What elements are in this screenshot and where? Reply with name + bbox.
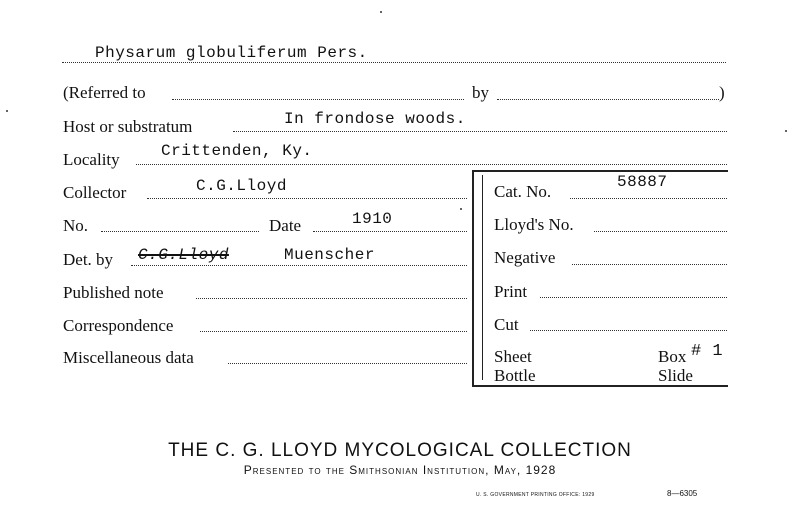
lloyds-no-label: Lloyd's No. [494, 215, 574, 234]
box-label: Box [658, 347, 687, 366]
number-line [101, 231, 259, 232]
det-by-struck-value: C.G.Lloyd [138, 246, 229, 264]
lloyds-no-line [594, 231, 727, 232]
det-by-line [131, 265, 467, 266]
locality-line [136, 164, 727, 165]
published-note-label: Published note [63, 283, 164, 302]
cut-label: Cut [494, 315, 519, 334]
speck [6, 110, 8, 112]
locality-value: Crittenden, Ky. [161, 142, 313, 160]
referred-to-label: (Referred to [63, 83, 146, 102]
host-value: In frondose woods. [284, 110, 466, 128]
date-label: Date [269, 216, 302, 235]
specimen-name-line [62, 62, 726, 63]
slide-label: Slide [658, 366, 693, 385]
det-by-label: Det. by [63, 250, 114, 269]
collector-label: Collector [63, 183, 127, 202]
referred-by-line [497, 99, 719, 100]
box-value: # 1 [691, 342, 724, 361]
referred-by-label: by [472, 83, 489, 102]
host-line [233, 131, 727, 132]
collection-title: THE C. G. LLOYD MYCOLOGICAL COLLECTION [168, 440, 632, 461]
negative-line [572, 264, 727, 265]
cat-no-line [570, 198, 727, 199]
speck [460, 208, 462, 210]
sheet-label: Sheet [494, 347, 532, 366]
collector-value: C.G.Lloyd [196, 177, 287, 195]
cat-no-value: 58887 [617, 173, 668, 191]
box-inner-rule [482, 175, 483, 380]
number-label: No. [63, 216, 89, 235]
published-note-line [196, 298, 467, 299]
collection-subtitle: Presented to the Smithsonian Institution, May, 1928 [243, 463, 557, 477]
referred-close-paren: ) [719, 83, 725, 102]
misc-line [228, 363, 467, 364]
form-number: 8—6305 [667, 489, 698, 498]
date-value: 1910 [352, 210, 393, 228]
locality-label: Locality [63, 150, 120, 169]
det-by-value: Muenscher [284, 246, 375, 264]
print-label: Print [494, 282, 528, 301]
cut-line [530, 330, 727, 331]
print-line [540, 297, 727, 298]
misc-label: Miscellaneous data [63, 348, 194, 367]
host-label: Host or substratum [63, 117, 193, 136]
referred-to-line [172, 99, 464, 100]
speck [785, 130, 787, 132]
specimen-name: Physarum globuliferum Pers. [95, 44, 368, 62]
printing-office-note: U. S. GOVERNMENT PRINTING OFFICE: 1929 [476, 492, 595, 498]
box-left-rule [472, 170, 474, 386]
negative-label: Negative [494, 248, 556, 267]
speck [380, 11, 382, 13]
bottle-label: Bottle [494, 366, 536, 385]
correspondence-label: Correspondence [63, 316, 174, 335]
correspondence-line [200, 331, 467, 332]
date-line [313, 231, 467, 232]
cat-no-label: Cat. No. [494, 182, 552, 201]
collector-line [147, 198, 467, 199]
box-top-rule [472, 170, 728, 172]
